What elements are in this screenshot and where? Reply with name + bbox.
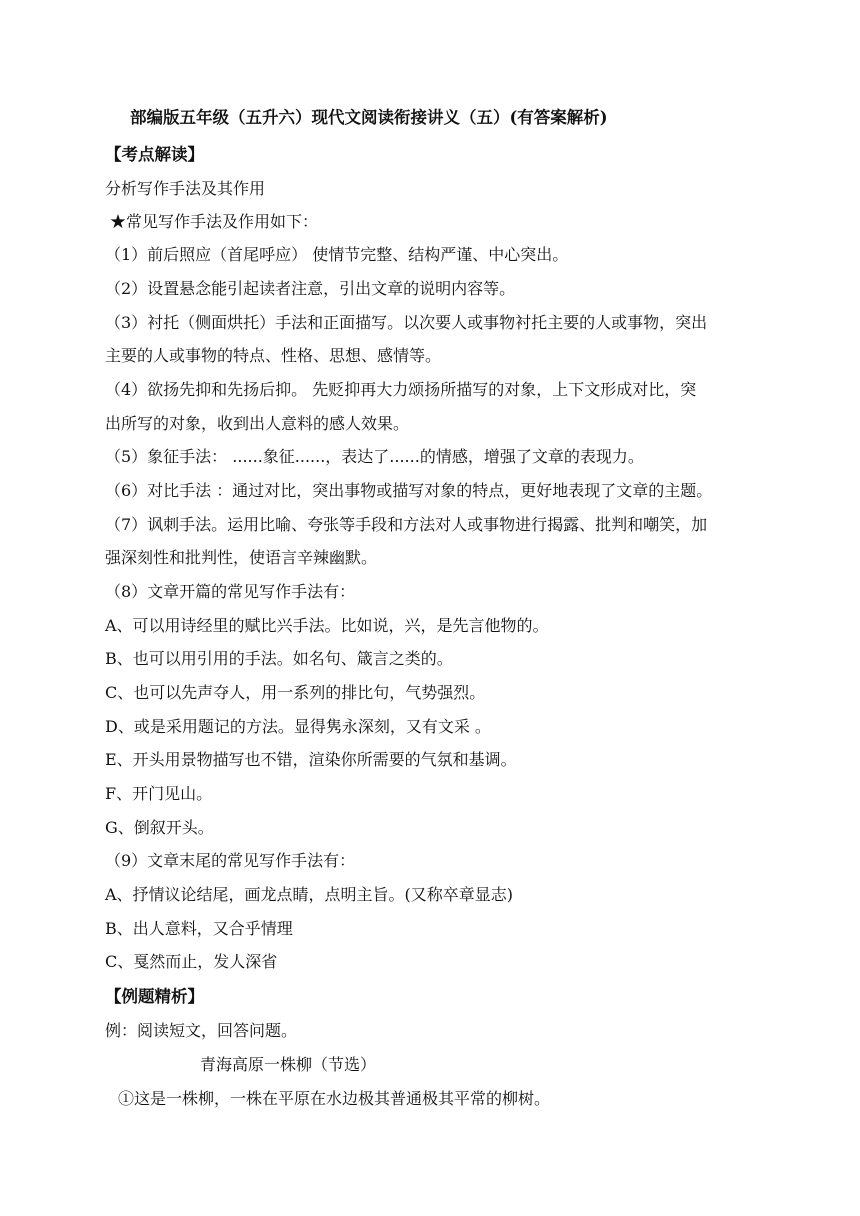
list-item: （8）文章开篇的常见写作手法有： — [105, 582, 356, 601]
list-item: （7）讽刺手法。运用比喻、夸张等手段和方法对人或事物进行揭露、批判和嘲笑，加 — [105, 515, 708, 534]
example-intro: 例：阅读短文，回答问题。 — [105, 1021, 298, 1040]
list-item-continuation: 主要的人或事物的特点、性格、思想、感情等。 — [105, 346, 442, 365]
list-item: F、开门见山。 — [105, 784, 213, 803]
list-item: D、或是采用题记的方法。显得隽永深刻，又有文采 。 — [105, 717, 491, 736]
list-item-continuation: 出所写的对象，收到出人意料的感人效果。 — [105, 414, 410, 433]
subtitle: 分析写作手法及其作用 — [105, 179, 266, 198]
list-item: （5）象征手法： ......象征......，表达了......的情感，增强了文章的表现力。 — [105, 447, 644, 466]
list-item: C、也可以先声夺人，用一系列的排比句，气势强烈。 — [105, 683, 486, 702]
list-item: （9）文章末尾的常见写作手法有： — [105, 851, 356, 870]
section-heading-kaodian: 【考点解读】 — [105, 145, 204, 164]
list-item: E、开头用景物描写也不错，渲染你所需要的气氛和基调。 — [105, 750, 517, 769]
star-intro-line: ★常见写作手法及作用如下： — [110, 212, 319, 231]
list-item: （4）欲扬先抑和先扬后抑。 先贬抑再大力颂扬所描写的对象，上下文形成对比，突 — [105, 380, 697, 399]
section-heading-liti: 【例题精析】 — [105, 987, 204, 1006]
list-item: （2）设置悬念能引起读者注意，引出文章的说明内容等。 — [105, 279, 516, 298]
list-item-continuation: 强深刻性和批判性，使语言辛辣幽默。 — [105, 548, 378, 567]
passage-title: 青海高原一株柳（节选） — [200, 1055, 377, 1074]
list-item: （3）衬托（侧面烘托）手法和正面描写。以次要人或事物衬托主要的人或事物，突出 — [105, 313, 708, 332]
list-item: B、出人意料，又合乎情理 — [105, 919, 293, 938]
document-title: 部编版五年级（五升六）现代文阅读衔接讲义（五）(有答案解析) — [130, 108, 608, 127]
list-item: A、可以用诗经里的赋比兴手法。比如说，兴，是先言他物的。 — [105, 616, 549, 635]
list-item: （1）前后照应（首尾呼应） 使情节完整、结构严谨、中心突出。 — [105, 245, 569, 264]
list-item: A、抒情议论结尾，画龙点睛，点明主旨。(又称卒章显志) — [105, 885, 514, 904]
list-item: G、倒叙开头。 — [105, 818, 214, 837]
list-item: B、也可以用引用的手法。如名句、箴言之类的。 — [105, 649, 453, 668]
passage-paragraph: ①这是一株柳，一株在平原在水边极其普通极其平常的柳树。 — [118, 1089, 551, 1108]
list-item: （6）对比手法 ：通过对比，突出事物或描写对象的特点，更好地表现了文章的主题。 — [105, 481, 713, 500]
list-item: C、戛然而止，发人深省 — [105, 952, 278, 971]
